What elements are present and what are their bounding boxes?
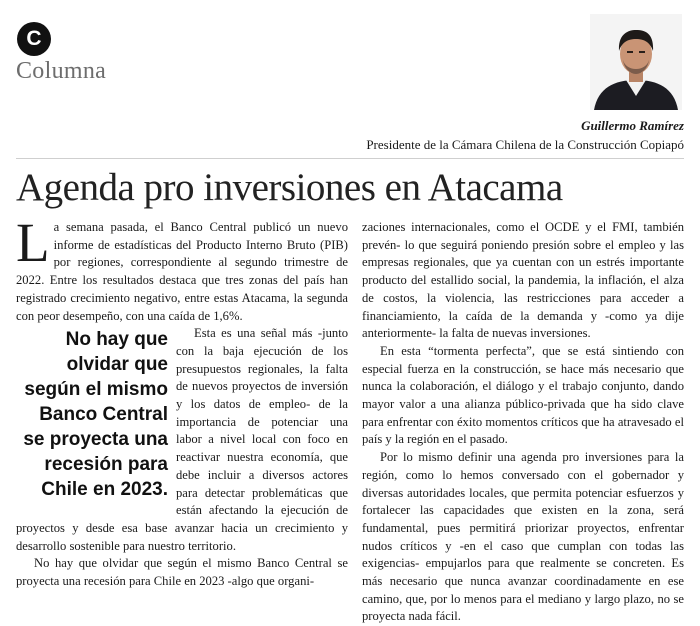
paragraph-2 <box>16 325 348 555</box>
paragraph-3: No hay que olvidar que según el mismo Banco Central se proyecta una recesión para Chile en 2023 -algo que organi- <box>16 556 348 589</box>
section-label: Columna <box>16 58 107 84</box>
paragraph-1-text: a semana pasada, el Banco Central publicó un nuevo informe de estadísticas del Producto Interno Bruto (PIB) por regiones, correspondiente al segundo trimestre de 2022. Entre los resultados destaca que tres zonas del país han registrado crecimiento negativo, entre estas Atacama, la segunda con peor desempeño, con una caída de 1,6%. <box>16 220 348 323</box>
paragraph-2-text: Esta es una señal más -junto con la baja ejecución de los presupuestos regionales, la falta de nuevos proyectos de inversión y los datos de empleo- de la importancia de potenciar una labor a nivel local con foco en reactivar nuestra economía, que debe incluir a diversos actores para detectar problemáticas que están afectando la ejecución de proyectos y desde esa base avanzar hacia un crecimiento y desarrollo sostenible para nuestro territorio. <box>16 326 348 553</box>
article-column-2 <box>362 219 684 626</box>
article-headline: Agenda pro inversiones en Atacama <box>16 166 563 209</box>
article-column-1 <box>16 212 348 591</box>
paragraph-4: zaciones internacionales, como el OCDE y el FMI, también prevén- lo que seguirá poniendo presión sobre el empleo y las empresas regionales, que ya cuentan con un estrés importante producto del estallido social, la pandemia, la inflación, el alza de costos, la violencia, las restricciones para acceder a financiamiento, la caída de la demanda y -como ya dije anteriormente- la falta de nuevas inversiones. <box>362 220 684 341</box>
paragraph-1 <box>16 212 348 325</box>
paragraph-5: En esta “tormenta perfecta”, que se está sintiendo con especial fuerza en la construcción, se hace más necesario que nunca la colaboración, el diálogo y el trabajo conjunto, dando mayor valor a una alianza público-privada que ha sido clave para enfrentar con éxito momentos críticos que ha atravesado el país y la región en el pasado. <box>362 343 684 447</box>
publication-logo: C <box>17 22 51 56</box>
author-photo <box>590 14 682 110</box>
author-name: Guillermo Ramírez <box>581 118 684 133</box>
author-role: Presidente de la Cámara Chilena de la Construcción Copiapó <box>366 137 684 152</box>
divider <box>16 158 684 159</box>
paragraph-6: Por lo mismo definir una agenda pro inversiones para la región, como lo hemos conversado con el gobernador y diversas autoridades locales, que permita potenciar esfuerzos y fortalecer las capacidades que existen en la zona, será fundamental, pues permitirá priorizar proyectos, enfrentar nudos críticos y -en el caso que cumplan con todas las exigencias- empujarlos para que realmente se concreten. Es más necesario que nunca avanzar coordinadamente en ese camino, que, por lo menos para el mediano y largo plazo, no se proyecta nada fácil. <box>362 450 684 624</box>
pull-quote: No hay que olvidar que según el mismo Banco Central se proyecta una recesión para Chile en 2023. <box>23 329 168 501</box>
drop-cap: L <box>16 212 50 273</box>
